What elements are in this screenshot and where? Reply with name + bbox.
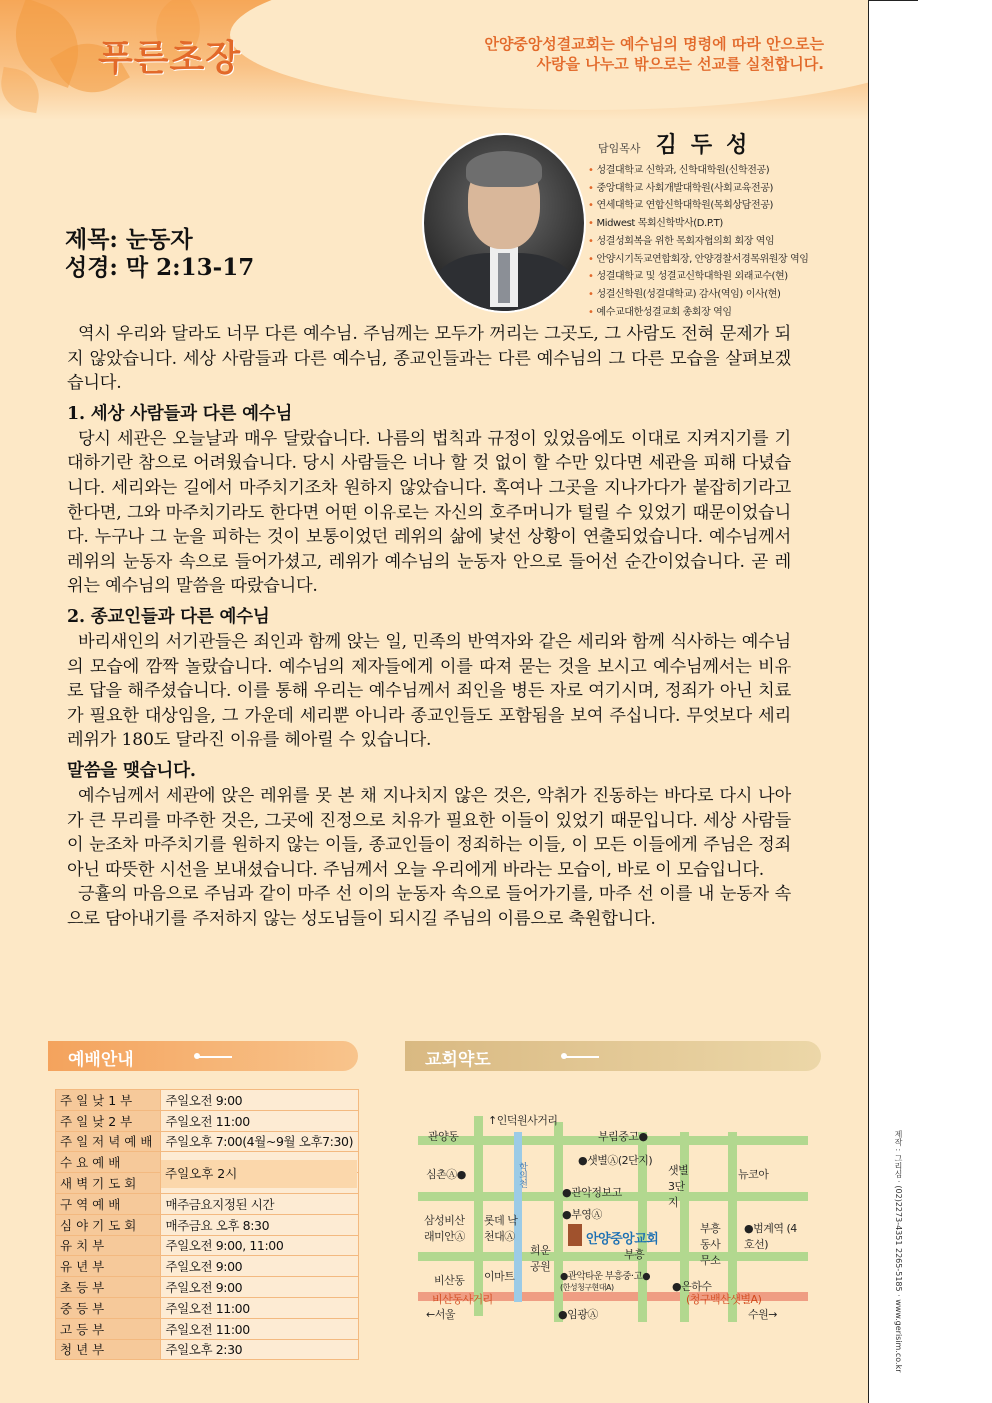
bio-item: • Midwest 목회신학박사(D.P.T) [588,215,809,233]
arrow-line-icon [198,1056,232,1058]
map-label: (청구백산샛별A) [686,1293,762,1306]
worship-row [56,1339,359,1360]
map-label: 삼성비산 래미안Ⓐ [424,1214,465,1243]
conclusion-paragraph-1: 예수님께서 세관에 앉은 레위를 못 본 채 지나치지 않은 것은, 악취가 진동하는 바다로 다시 나아가 큰 무리를 마주한 것은, 그곳에 진정으로 치유가 필요한 이들이 있었기 때문입니다. 세상 사람들이 눈조차 마주치기를 원하지 않는 이들, 종교인들이 정죄하는 이들, 이 모든 이들에게 주님은 정죄 아닌 따뜻한 시선을 보내셨습니다. 주님께서 오늘 우리에게 바라는 모습이, 바로 이 모습입니다. [67,785,791,880]
photo-hair [466,151,542,187]
sermon-title: 제목: 눈동자 [65,226,193,253]
worship-row [56,1235,359,1256]
church-map [418,1092,818,1342]
map-label: 비산동 [434,1274,465,1287]
page-border [868,0,869,1403]
map-label: 롯데 낙천대Ⓐ [484,1214,518,1243]
map-label: 심촌Ⓐ● [426,1168,466,1181]
map-label: 부흥 동사 무소 [700,1222,721,1267]
worship-name: 초등부 [56,1277,161,1298]
worship-name: 구역예배 [56,1193,161,1214]
map-heading: 교회약도 [425,1050,491,1070]
sermon-title-block [65,226,254,282]
worship-name: 유치부 [56,1235,161,1256]
pastor-heading [598,128,761,159]
map-label: ●샛별Ⓐ(2단지) [578,1154,653,1167]
map-heading-bar [405,1041,821,1071]
worship-row [56,1193,359,1214]
map-label: ●범계역 (4호선) [744,1222,797,1251]
map-label: 학의천 [517,1162,527,1188]
worship-time: 주일오전 11:00 [161,1297,359,1318]
worship-row [56,1297,359,1318]
worship-row [56,1318,359,1339]
worship-heading-bar [48,1041,358,1071]
pastor-title: 담임목사 [598,142,641,155]
intro-paragraph: 역시 우리와 달라도 너무 다른 예수님. 주님께는 모두가 꺼리는 그곳도, 그 사람도 전혀 문제가 되지 않았습니다. 세상 사람들과 다른 예수님, 종교인들과는 다른 예수님의 그 다른 모습을 살펴보겠습니다. [67,324,791,394]
worship-time: 주일오후 2:30 [161,1339,359,1360]
pastor-name: 김두성 [655,132,762,158]
worship-row [56,1256,359,1277]
conclusion-heading: 말씀을 맺습니다. [67,760,196,781]
bio-item: • 성결대학교 및 성결교신학대학원 외래교수(현) [588,268,809,286]
arrow-line-icon [565,1056,599,1058]
map-label: ↑인덕원사거리 [488,1114,558,1127]
worship-heading: 예배안내 [68,1050,134,1070]
worship-row [56,1110,359,1131]
map-label: ●관악정보고 [562,1186,622,1199]
worship-name: 주일낮2부 [56,1110,161,1131]
worship-time: 주일오전 11:00 [161,1318,359,1339]
worship-time: 주일오전 9:00 [161,1277,359,1298]
section-2-heading: 2. 종교인들과 다른 예수님 [67,606,270,627]
worship-row [56,1214,359,1235]
worship-row [56,1277,359,1298]
map-label: ●은하수 [672,1280,712,1293]
worship-name: 고등부 [56,1318,161,1339]
worship-name: 주일저녁예배 [56,1131,161,1152]
map-church-label: 안양중앙교회 [586,1232,659,1247]
map-label: 희운 공원 [530,1244,551,1273]
map-label: 샛별 3단지 [668,1164,689,1209]
motto-line-1: 안양중앙성결교회는 예수님의 명령에 따라 안으로는 [484,35,824,53]
conclusion-paragraph-2: 긍휼의 마음으로 주님과 같이 마주 선 이의 눈동자 속으로 들어가기를, 마주 선 이를 내 눈동자 속으로 담아내기를 주저하지 않는 성도님들이 되시길 주님의 이름으로 축원합니다. [67,884,791,929]
worship-name: 유년부 [56,1256,161,1277]
bio-item: • 중앙대학교 사회개발대학원(사회교육전공) [588,180,809,198]
publication-logo: 푸른초장 [98,38,242,79]
map-label: 비산동사거리 [432,1293,493,1306]
bio-item: • 안양시기독교연합회장, 안양경찰서경목위원장 역임 [588,251,809,269]
worship-name: 수요예배 [56,1152,161,1173]
motto-line-2: 사랑을 나누고 밖으로는 선교를 실천합니다. [536,55,824,73]
worship-schedule-table [55,1089,359,1360]
section-1-heading: 1. 세상 사람들과 다른 예수님 [67,403,293,424]
worship-name: 새벽기도회 [56,1173,161,1194]
credit-note: 제작 : 그리심 · (02)2273-4351 2265-5185 · www.gerisim.co.kr [894,1130,903,1373]
header-banner [0,0,868,120]
pastor-photo [422,133,586,313]
bio-item: • 성결신학원(성결대학교) 감사(역임) 이사(현) [588,286,809,304]
pastor-bio [588,162,809,321]
photo-tie [498,253,510,303]
worship-time: 매주금요 오후 8:30 [161,1214,359,1235]
section-2-paragraph: 바리새인의 서기관들은 죄인과 함께 앉는 일, 민족의 반역자와 같은 세리와 함께 식사하는 예수님의 모습에 깜짝 놀랐습니다. 예수님의 제자들에게 이를 따져 묻는 것을 보시고 예수님께서는 비유로 답을 해주셨습니다. 이를 통해 우리는 예수님께서 죄인을 병든 자로 여기시며, 정죄가 아닌 치료가 필요한 대상임을, 그 가운데 세리뿐 아니라 종교인들도 포함됨을 보여 주십니다. 무엇보다 세리 레위가 180도 달라진 이유를 헤아릴 수 있습니다. [67,631,791,751]
sermon-body [67,322,791,931]
map-label: ●관악타운 부흥중·고● [560,1271,651,1282]
map-label: 부림중고● [598,1130,648,1143]
map-label: 수원→ [748,1308,777,1321]
worship-row [56,1131,359,1152]
map-label: 부흥 [624,1248,645,1261]
map-label: (한성청구현대A) [560,1283,614,1292]
map-label: 뉴코아 [738,1168,769,1181]
church-motto [484,34,824,74]
bio-item: • 예수교대한성결교회 총회장 역임 [588,304,809,322]
worship-time: 주일오전 9:00, 11:00 [161,1235,359,1256]
overlay-time-label: 주일오후 2시 [161,1160,357,1188]
map-label: ●부영Ⓐ [562,1208,602,1221]
worship-name: 중등부 [56,1297,161,1318]
bio-item: • 성결대학교 신학과, 신학대학원(신학전공) [588,162,809,180]
worship-time: 매주금요지정된 시간 [161,1193,359,1214]
worship-time: 주일오전 9:00 [161,1256,359,1277]
worship-time: 주일오전 11:00 [161,1110,359,1131]
worship-name: 청년부 [56,1339,161,1360]
church-building-icon [568,1224,582,1246]
map-label: 관양동 [428,1130,459,1143]
worship-name: 심야기도회 [56,1214,161,1235]
bio-item: • 성결성회복을 위한 목회자협의회 회장 역임 [588,233,809,251]
map-label: ●임광Ⓐ [558,1308,598,1321]
bio-item: • 연세대학교 연합신학대학원(목회상담전공) [588,197,809,215]
worship-row [56,1090,359,1111]
section-1-paragraph: 당시 세관은 오늘날과 매우 달랐습니다. 나름의 법칙과 규정이 있었음에도 이대로 지켜지기를 기대하기란 참으로 어려웠습니다. 당시 사람들은 너나 할 것 없이 할 수만 있다면 세관을 피해 다녔습니다. 세리와는 길에서 마주치기조차 원하지 않았습니다. 혹여나 그곳을 지나가다가 붙잡히기라고 한다면, 그와 마주치기라도 한다면 어떤 이유로는 자신의 호주머니가 털릴 수 있었기 때문이었습니다. 누구나 그 눈을 피하는 것이 보통이었던 레위의 삶에 낯선 상황이 연출되었습니다. 예수님께서 레위의 눈동자 속으로 들어가셨고, 레위가 예수님의 눈동자 안으로 들어선 순간이었습니다. 곧 레위는 예수님의 말씀을 따랐습니다. [67,428,791,597]
sermon-scripture: 성경: 막 2:13-17 [65,254,255,281]
worship-name: 주일낮1부 [56,1090,161,1111]
worship-time: 주일오후 7:00(4월~9월 오후7:30) [161,1131,359,1152]
map-label: 이마트 [484,1270,515,1283]
worship-time: 주일오전 9:00 [161,1090,359,1111]
page-border-top [868,0,918,1]
map-label: ←서울 [426,1308,455,1321]
